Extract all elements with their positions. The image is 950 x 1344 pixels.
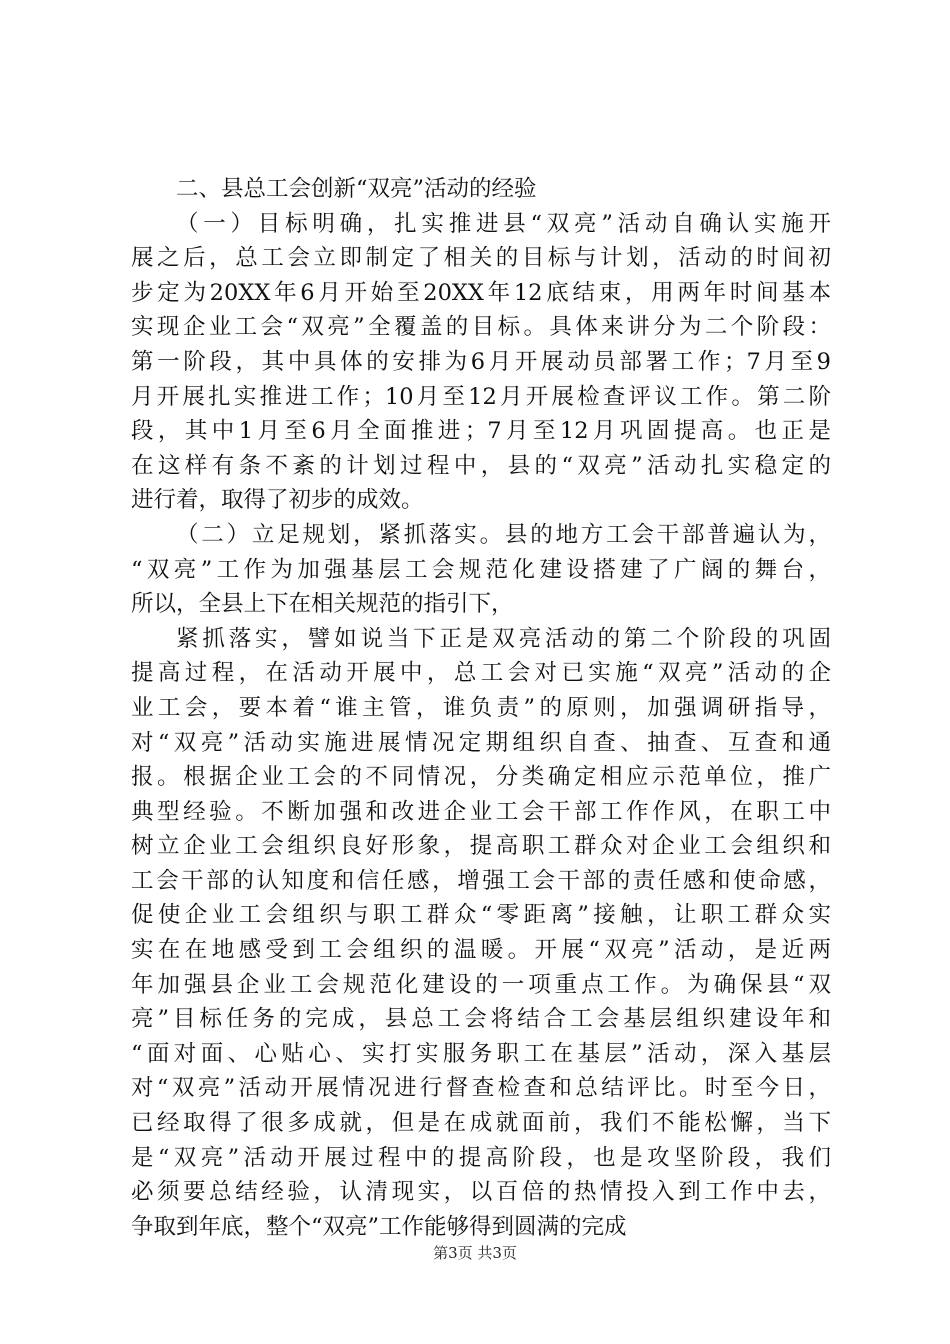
- text-line: “面对面、心贴心、实打实服务职工在基层”活动，深入基层: [131, 1040, 831, 1067]
- text-line: 业工会，要本着“谁主管，谁负责”的原则，加强调研指导，: [131, 694, 831, 721]
- text-line: 树立企业工会组织良好形象，提高职工群众对企业工会组织和: [131, 833, 831, 860]
- text-line: 实在在地感受到工会组织的温暖。开展“双亮”活动，是近两: [131, 937, 831, 964]
- text-line: 实现企业工会“双亮”全覆盖的目标。具体来讲分为二个阶段：: [131, 314, 831, 341]
- text-line: 必须要总结经验，认清现实，以百倍的热情投入到工作中去，: [131, 1179, 831, 1206]
- text-line: 亮”目标任务的完成，县总工会将结合工会基层组织建设年和: [131, 1006, 831, 1033]
- text-line: 年加强县企业工会规范化建设的一项重点工作。为确保县“双: [131, 971, 831, 998]
- text-line: 对“双亮”活动实施进展情况定期组织自查、抽查、互查和通: [131, 729, 831, 756]
- text-line: 第一阶段，其中具体的安排为6月开展动员部署工作；7月至9: [131, 348, 831, 375]
- text-line: 是“双亮”活动开展过程中的提高阶段，也是攻坚阶段，我们: [131, 1144, 831, 1171]
- text-line: 报。根据企业工会的不同情况，分类确定相应示范单位，推广: [131, 764, 831, 791]
- text-line: 提高过程，在活动开展中，总工会对已实施“双亮”活动的企: [131, 660, 831, 687]
- text-line: 所以，全县上下在相关规范的指引下，: [131, 591, 514, 618]
- document-body: [131, 172, 831, 1244]
- text-line: 步定为20XX年6月开始至20XX年12底结束，用两年时间基本: [131, 279, 831, 306]
- text-line: 典型经验。不断加强和改进企业工会干部工作作风，在职工中: [131, 798, 831, 825]
- text-line: 月开展扎实推进工作；10月至12月开展检查评议工作。第二阶: [131, 383, 831, 410]
- text-line: 段，其中1月至6月全面推进；7月至12月巩固提高。也正是: [131, 418, 831, 445]
- text-line: （二）立足规划，紧抓落实。县的地方工会干部普遍认为，: [176, 521, 831, 548]
- page-footer: 第3页 共3页: [433, 1244, 517, 1262]
- text-line: 工会干部的认知度和信任感，增强工会干部的责任感和使命感，: [131, 867, 831, 894]
- text-line: 展之后，总工会立即制定了相关的目标与计划，活动的时间初: [131, 245, 831, 272]
- text-line: 在这样有条不紊的计划过程中，县的“双亮”活动扎实稳定的: [131, 452, 831, 479]
- text-line: 进行着，取得了初步的成效。: [131, 487, 424, 514]
- text-line: 争取到年底，整个“双亮”工作能够得到圆满的完成: [131, 1213, 627, 1240]
- text-line: “双亮”工作为加强基层工会规范化建设搭建了广阔的舞台，: [131, 556, 831, 583]
- section-heading: 二、县总工会创新“双亮”活动的经验: [176, 176, 537, 202]
- text-line: 对“双亮”活动开展情况进行督查检查和总结评比。时至今日，: [131, 1075, 831, 1102]
- text-line: （一）目标明确，扎实推进县“双亮”活动自确认实施开: [176, 210, 831, 237]
- text-line: 已经取得了很多成就，但是在成就面前，我们不能松懈，当下: [131, 1110, 831, 1137]
- text-line: 紧抓落实，譬如说当下正是双亮活动的第二个阶段的巩固: [176, 625, 831, 652]
- text-line: 促使企业工会组织与职工群众“零距离”接触，让职工群众实: [131, 902, 831, 929]
